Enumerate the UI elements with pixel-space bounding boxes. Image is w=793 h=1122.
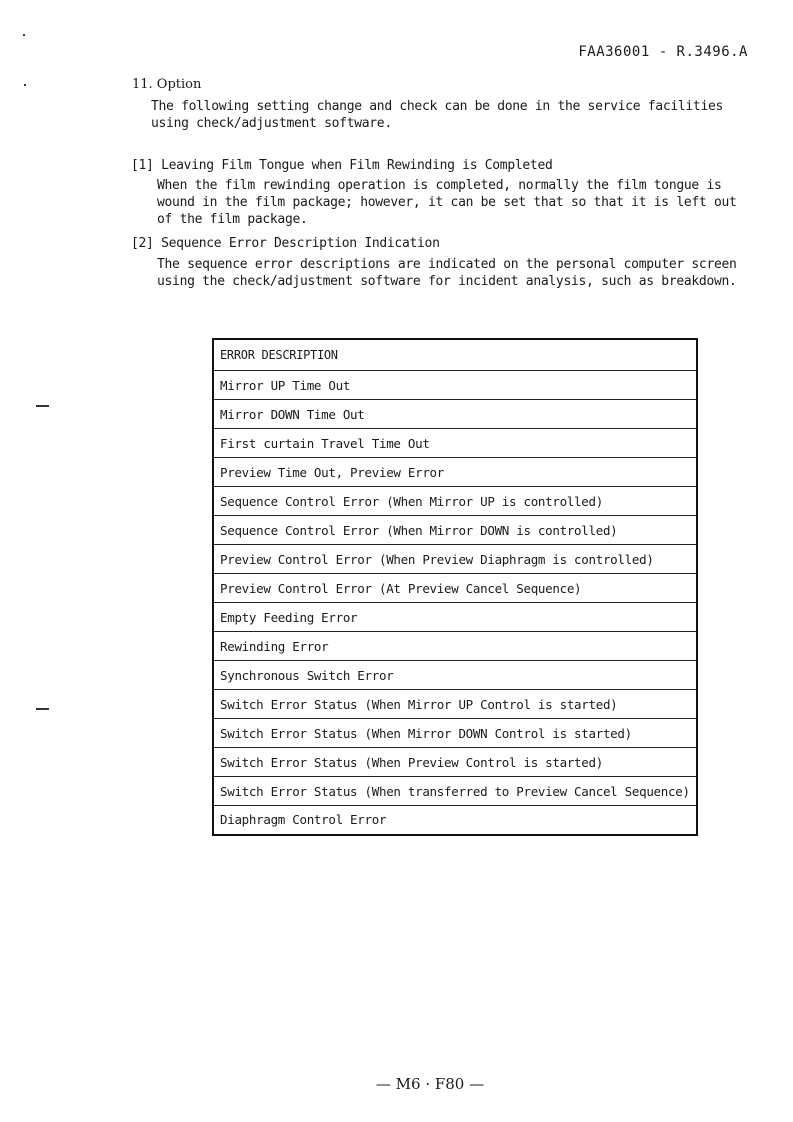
item-body: The sequence error descriptions are indicated on the personal computer screen using the check/adjustment software for incident analysis, such as breakdown. xyxy=(157,257,737,289)
table-header-cell: ERROR DESCRIPTION xyxy=(213,339,697,371)
table-cell: Sequence Control Error (When Mirror UP is controlled) xyxy=(213,487,697,516)
table-row xyxy=(213,690,697,719)
table-row xyxy=(213,574,697,603)
scan-mark xyxy=(24,84,26,86)
table-cell: Rewinding Error xyxy=(213,632,697,661)
table-row xyxy=(213,371,697,400)
table-row xyxy=(213,458,697,487)
table-row xyxy=(213,429,697,458)
table-row xyxy=(213,777,697,806)
table-cell: Mirror UP Time Out xyxy=(213,371,697,400)
table-cell: Synchronous Switch Error xyxy=(213,661,697,690)
table-cell: First curtain Travel Time Out xyxy=(213,429,697,458)
table-row xyxy=(213,661,697,690)
table-row xyxy=(213,603,697,632)
table-cell: Preview Control Error (When Preview Diaphragm is controlled) xyxy=(213,545,697,574)
table-row xyxy=(213,719,697,748)
table-row xyxy=(213,748,697,777)
table-cell: Switch Error Status (When Mirror DOWN Control is started) xyxy=(213,719,697,748)
table-row xyxy=(213,545,697,574)
table-cell: Switch Error Status (When transferred to Preview Cancel Sequence) xyxy=(213,777,697,806)
table-row xyxy=(213,487,697,516)
table-cell: Preview Control Error (At Preview Cancel Sequence) xyxy=(213,574,697,603)
table-row xyxy=(213,632,697,661)
table-cell: Preview Time Out, Preview Error xyxy=(213,458,697,487)
table-cell: Mirror DOWN Time Out xyxy=(213,400,697,429)
table-cell: Empty Feeding Error xyxy=(213,603,697,632)
item-heading: [2] Sequence Error Description Indication xyxy=(131,236,440,251)
binding-mark xyxy=(36,405,49,407)
binding-mark xyxy=(36,708,49,710)
item-heading: [1] Leaving Film Tongue when Film Rewinding is Completed xyxy=(131,158,553,173)
scan-mark xyxy=(23,34,25,36)
table-cell: Sequence Control Error (When Mirror DOWN is controlled) xyxy=(213,516,697,545)
item-body: When the film rewinding operation is completed, normally the film tongue is wound in the film package; however, it can be set that so that it is left out of the film package. xyxy=(157,178,737,227)
table-cell: Diaphragm Control Error xyxy=(220,812,387,828)
table-header-row xyxy=(213,339,697,371)
table-cell: Switch Error Status (When Mirror UP Control is started) xyxy=(213,690,697,719)
section-title: 11. Option xyxy=(132,77,202,92)
page-footer: — M6 · F80 — xyxy=(375,1075,485,1093)
table-row xyxy=(213,806,697,835)
table-cell: Switch Error Status (When Preview Control is started) xyxy=(213,748,697,777)
section-intro: The following setting change and check can be done in the service facilities using check/adjustment software. xyxy=(151,99,724,131)
error-description-table xyxy=(212,338,698,836)
table-row xyxy=(213,400,697,429)
table-row xyxy=(213,516,697,545)
document-reference: FAA36001 - R.3496.A xyxy=(578,44,748,60)
